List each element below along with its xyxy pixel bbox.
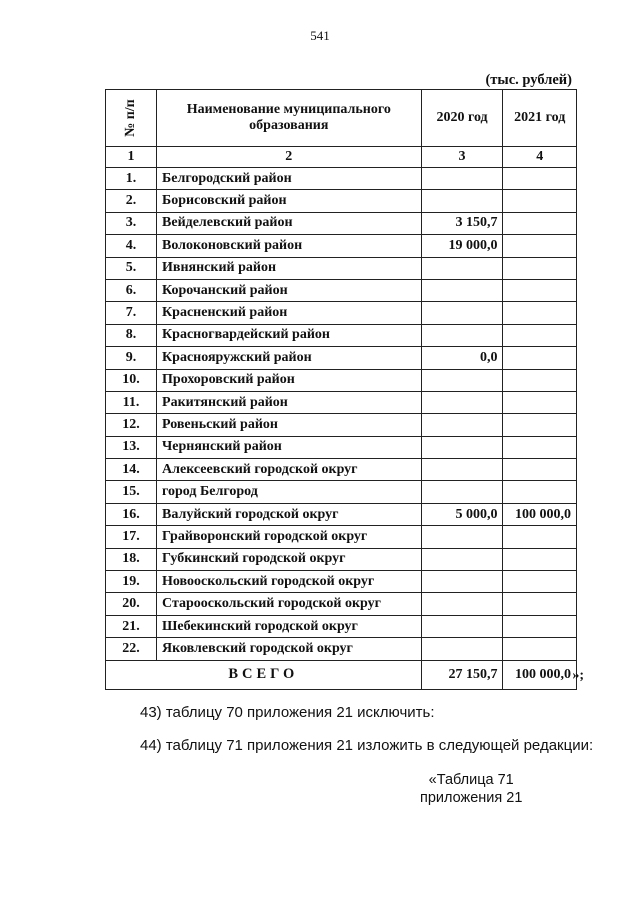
table-header-row [106,90,577,147]
municipality-name: Старооскольский городской округ [157,593,422,615]
amount-2021 [503,414,577,436]
amount-2020: 5 000,0 [421,503,503,525]
amount-2020 [421,257,503,279]
amount-2021 [503,257,577,279]
total-2021-cell [503,660,584,689]
table-row [106,548,577,570]
municipality-name: Волоконовский район [157,235,422,257]
table-row [106,168,577,190]
municipality-name: город Белгород [157,481,422,503]
column-index-row [106,147,577,168]
column-index: 2 [157,147,422,168]
amount-2020 [421,459,503,481]
table-row [106,302,577,324]
row-number: 17. [106,526,157,548]
amount-2020 [421,190,503,212]
table-row [106,257,577,279]
municipality-name: Краснояружский район [157,347,422,369]
municipality-name: Губкинский городской округ [157,548,422,570]
header-2021: 2021 год [503,90,577,147]
amount-2020 [421,414,503,436]
amount-2020 [421,615,503,637]
amount-2021 [503,347,577,369]
amount-2021 [503,436,577,458]
page-number: 541 [310,28,330,43]
table-row [106,212,577,234]
amount-2020 [421,168,503,190]
municipality-name: Валуйский городской округ [157,503,422,525]
table-row [106,347,577,369]
row-number: 14. [106,459,157,481]
amount-2020 [421,593,503,615]
amount-2020 [421,638,503,660]
table-row [106,526,577,548]
table-row [106,235,577,257]
amount-2021 [503,235,577,257]
amount-2021 [503,369,577,391]
row-number: 12. [106,414,157,436]
table-row [106,593,577,615]
table-caption [420,771,522,807]
amount-2021 [503,302,577,324]
row-number: 15. [106,481,157,503]
total-row [106,660,577,689]
row-number: 6. [106,279,157,301]
municipality-name: Ровеньский район [157,414,422,436]
row-number: 1. [106,168,157,190]
row-number: 4. [106,235,157,257]
instruction-44: 44) таблицу 71 приложения 21 изложить в следующей редакции: [140,737,594,754]
table-row [106,391,577,413]
row-number: 13. [106,436,157,458]
row-number: 19. [106,571,157,593]
amount-2021 [503,168,577,190]
municipality-name: Новооскольский городской округ [157,571,422,593]
municipality-name: Ракитянский район [157,391,422,413]
amount-2021 [503,615,577,637]
amount-2021 [503,548,577,570]
amount-2020: 3 150,7 [421,212,503,234]
amount-2020 [421,571,503,593]
row-number: 8. [106,324,157,346]
amount-2021 [503,481,577,503]
municipality-name: Алексеевский городской округ [157,459,422,481]
municipality-name: Грайворонский городской округ [157,526,422,548]
row-number: 7. [106,302,157,324]
amount-2020 [421,302,503,324]
amount-2021 [503,391,577,413]
amount-2021 [503,459,577,481]
amount-2020 [421,279,503,301]
amount-2020 [421,369,503,391]
municipality-name: Яковлевский городской округ [157,638,422,660]
amount-2021 [503,593,577,615]
row-number: 20. [106,593,157,615]
table-row [106,481,577,503]
municipality-name: Белгородский район [157,168,422,190]
row-number: 9. [106,347,157,369]
closing-quote-suffix: »; [572,667,584,683]
column-index: 3 [421,147,503,168]
amount-2020 [421,436,503,458]
municipality-name: Борисовский район [157,190,422,212]
amount-2020: 19 000,0 [421,235,503,257]
table-row [106,324,577,346]
amount-2020 [421,324,503,346]
municipality-name: Красненский район [157,302,422,324]
table-row [106,190,577,212]
total-2020: 27 150,7 [421,660,503,689]
header-name: Наименование муниципального образования [157,90,422,147]
amount-2021 [503,638,577,660]
total-2021: 100 000,0 [515,666,571,682]
amount-2021 [503,571,577,593]
table-row [106,615,577,637]
table-row [106,414,577,436]
row-number: 21. [106,615,157,637]
table-row [106,279,577,301]
column-index: 4 [503,147,577,168]
table-row [106,571,577,593]
instruction-43: 43) таблицу 70 приложения 21 исключить: [140,704,435,721]
units-label: (тыс. рублей) [485,72,572,88]
column-index: 1 [106,147,157,168]
row-number: 16. [106,503,157,525]
municipality-name: Ивнянский район [157,257,422,279]
table-row [106,459,577,481]
table-row [106,638,577,660]
amount-2020 [421,548,503,570]
amount-2020: 0,0 [421,347,503,369]
amount-2021 [503,526,577,548]
municipality-name: Чернянский район [157,436,422,458]
municipality-name: Красногвардейский район [157,324,422,346]
budget-table [105,89,584,690]
total-label: ВСЕГО [106,660,422,689]
amount-2020 [421,481,503,503]
row-number: 18. [106,548,157,570]
row-number: 11. [106,391,157,413]
municipality-name: Шебекинский городской округ [157,615,422,637]
row-number: 3. [106,212,157,234]
row-number: 5. [106,257,157,279]
amount-2021 [503,279,577,301]
municipality-name: Корочанский район [157,279,422,301]
header-2020: 2020 год [421,90,503,147]
row-number: 2. [106,190,157,212]
amount-2021 [503,190,577,212]
table-row [106,436,577,458]
table-row [106,369,577,391]
caption-line-1: «Таблица 71 [428,772,514,788]
amount-2020 [421,526,503,548]
amount-2021 [503,212,577,234]
municipality-name: Прохоровский район [157,369,422,391]
row-number: 10. [106,369,157,391]
header-number: № п/п [106,90,157,147]
amount-2020 [421,391,503,413]
row-number: 22. [106,638,157,660]
municipality-name: Вейделевский район [157,212,422,234]
amount-2021 [503,324,577,346]
table-row [106,503,577,525]
caption-line-2: приложения 21 [420,790,523,807]
amount-2021: 100 000,0 [503,503,577,525]
